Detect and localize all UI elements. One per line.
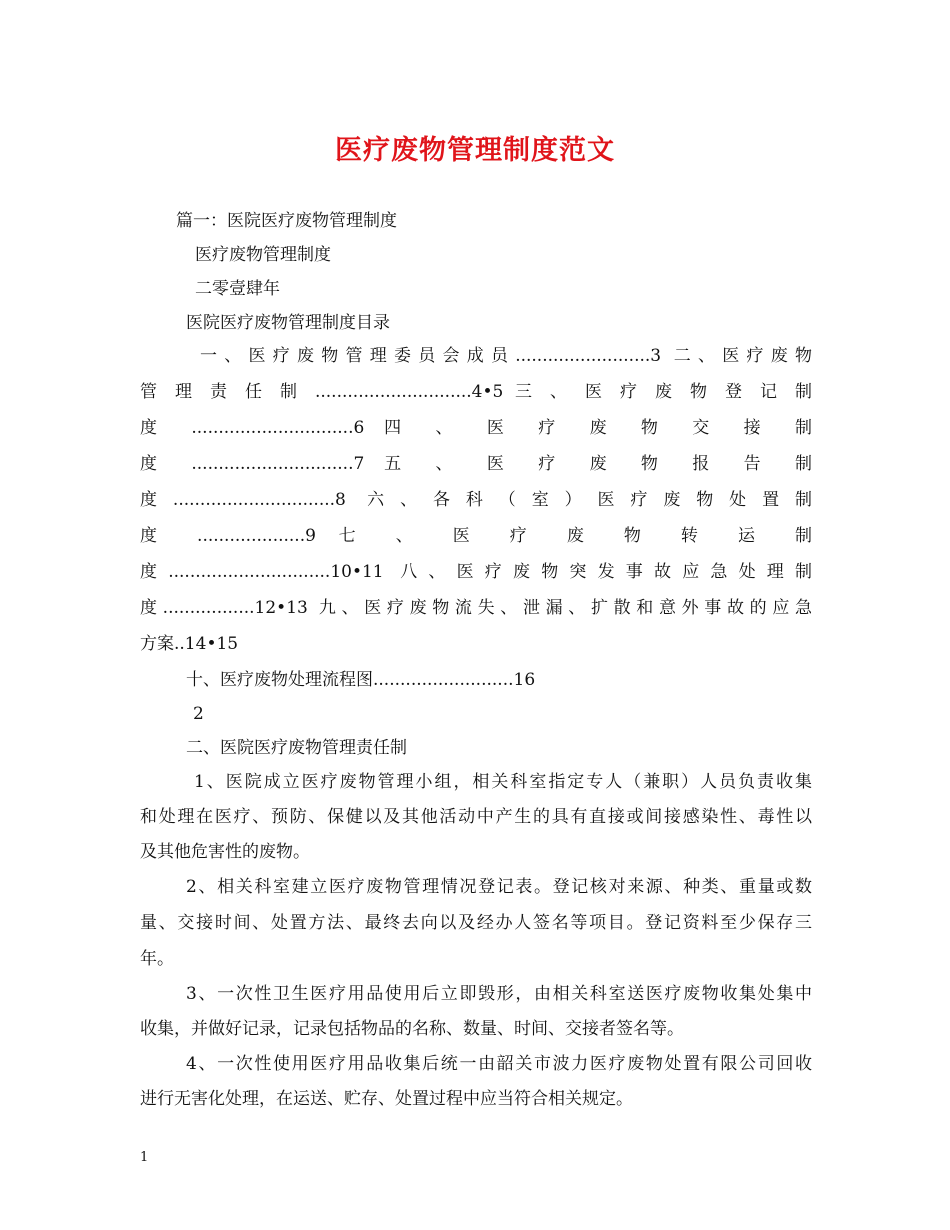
paragraph-line: 3、一次性卫生医疗用品使用后立即毁形，由相关科室送医疗废物收集处集中 — [186, 984, 812, 1004]
paragraph-line: 进行无害化处理，在运送、贮存、处置过程中应当符合相关规定。 — [140, 1089, 633, 1109]
paragraph-line: 收集，并做好记录，记录包括物品的名称、数量、时间、交接者签名等。 — [140, 1019, 684, 1039]
toc-line: 度..............................8 六、各科（室）医疗废物处置制 — [140, 490, 812, 510]
toc-line: 十、医疗废物处理流程图..........................16 — [186, 670, 536, 690]
paragraph-line: 1、医院成立医疗废物管理小组，相关科室指定专人（兼职）人员负责收集 — [194, 772, 812, 792]
document-title: 医疗废物管理制度范文 — [335, 135, 615, 166]
toc-line: 管 理 责 任 制 .............................4•5 三 、 医 疗 废 物 登 记 制 — [140, 382, 812, 402]
text-line: 2 — [193, 704, 204, 724]
paragraph-line: 2、相关科室建立医疗废物管理情况登记表。登记核对来源、种类、重量或数 — [186, 877, 812, 897]
text-line: 二零壹肆年 — [195, 279, 280, 299]
paragraph-line: 年。 — [140, 949, 174, 969]
toc-line: 度 ..............................7 五 、 医 疗 废 物 报 告 制 — [140, 454, 812, 474]
toc-line: 度..............................10•11 八、医疗废物突发事故应急处理制 — [140, 562, 812, 582]
text-line: 医疗废物管理制度 — [195, 245, 331, 265]
toc-line: 方案..14•15 — [140, 634, 239, 654]
toc-line: 一、医疗废物管理委员会成员.........................3 二、医疗废物 — [200, 346, 812, 366]
text-line: 医院医疗废物管理制度目录 — [186, 313, 390, 333]
paragraph-line: 及其他危害性的废物。 — [140, 842, 310, 862]
paragraph-line: 量、交接时间、处置方法、最终去向以及经办人签名等项目。登记资料至少保存三 — [140, 913, 812, 933]
toc-line: 度 ..............................6 四 、 医 疗 废 物 交 接 制 — [140, 418, 812, 438]
paragraph-line: 4、一次性使用医疗用品收集后统一由韶关市波力医疗废物处置有限公司回收 — [186, 1054, 812, 1074]
toc-line: 度.................12•13 九、医疗废物流失、泄漏、扩散和意外事故的应急 — [140, 598, 812, 618]
page-number: 1 — [140, 1150, 149, 1165]
section-heading: 二、医院医疗废物管理责任制 — [186, 738, 407, 758]
paragraph-line: 和处理在医疗、预防、保健以及其他活动中产生的具有直接或间接感染性、毒性以 — [140, 807, 812, 827]
text-line: 篇一：医院医疗废物管理制度 — [176, 211, 397, 231]
toc-line: 度 ....................9 七 、 医 疗 废 物 转 运 制 — [140, 526, 812, 546]
